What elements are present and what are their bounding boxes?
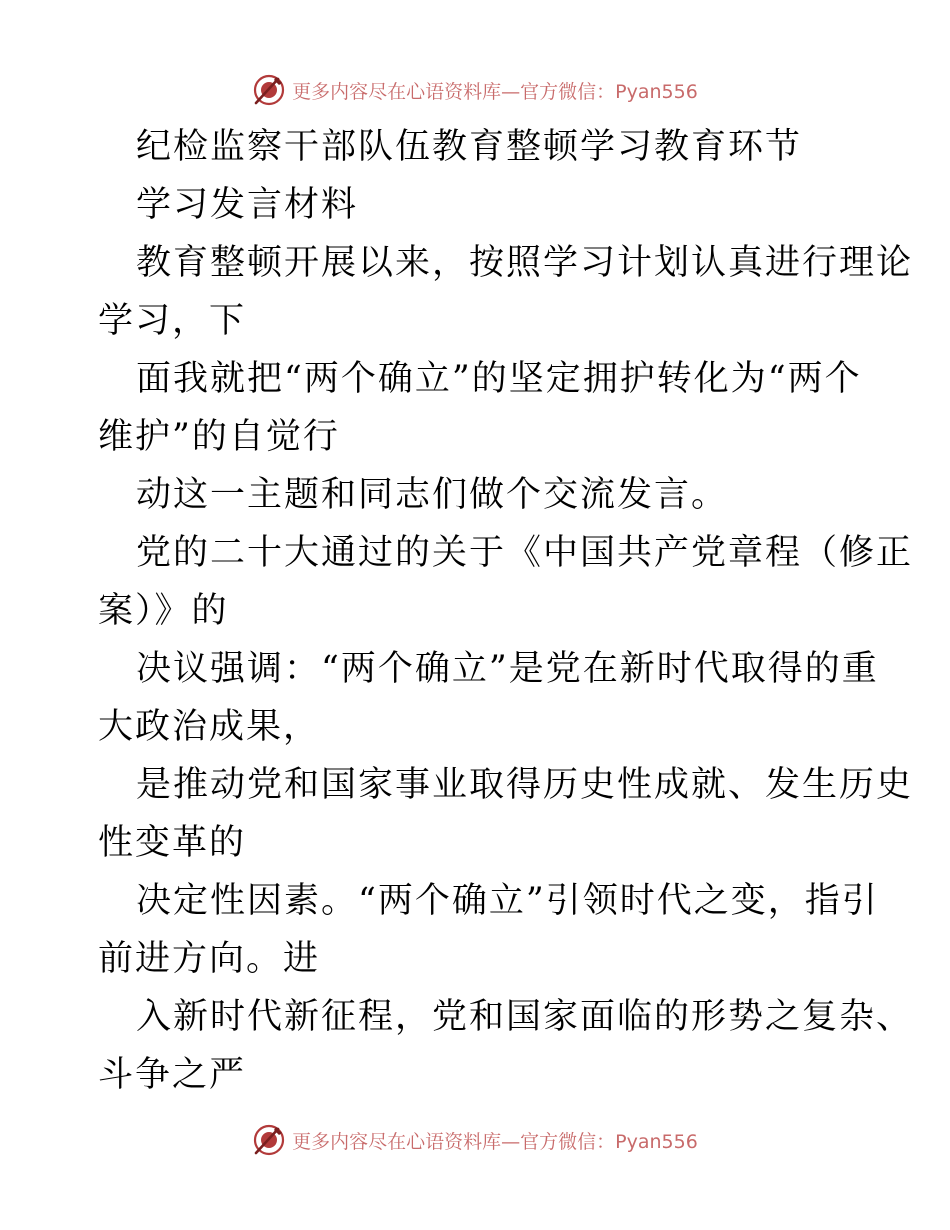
text-line: 学习，下 [98, 301, 247, 341]
watermark-text: 更多内容尽在心语资料库—官方微信：Pyan556 [292, 80, 698, 103]
text-line: 动这一主题和同志们做个交流发言。 [136, 475, 729, 515]
pen-logo-icon [252, 73, 286, 107]
text-line: 学习发言材料 [136, 185, 359, 225]
pen-logo-icon [252, 1123, 286, 1157]
text-line: 决议强调：“两个确立”是党在新时代取得的重 [136, 649, 879, 689]
text-line: 决定性因素。“两个确立”引领时代之变，指引 [136, 881, 879, 921]
text-line: 案）》的 [98, 591, 229, 631]
footer-watermark [0, 1120, 950, 1160]
text-line: 面我就把“两个确立”的坚定拥护转化为“两个 [136, 359, 862, 399]
text-line: 纪检监察干部队伍教育整顿学习教育环节 [136, 127, 803, 167]
text-line: 大政治成果， [98, 707, 321, 747]
text-line: 前进方向。进 [98, 939, 321, 979]
text-line: 入新时代新征程，党和国家面临的形势之复杂、 [136, 997, 914, 1037]
text-line: 性变革的 [98, 823, 247, 863]
text-line: 是推动党和国家事业取得历史性成就、发生历史 [136, 765, 914, 805]
text-line: 教育整顿开展以来，按照学习计划认真进行理论 [136, 243, 914, 283]
text-line: 维护”的自觉行 [98, 417, 340, 457]
text-line: 党的二十大通过的关于《中国共产党章程（修正 [136, 533, 914, 573]
document-body [98, 118, 914, 1104]
header-watermark [0, 70, 950, 110]
text-line: 斗争之严 [98, 1055, 247, 1095]
watermark-text: 更多内容尽在心语资料库—官方微信：Pyan556 [292, 1130, 698, 1153]
